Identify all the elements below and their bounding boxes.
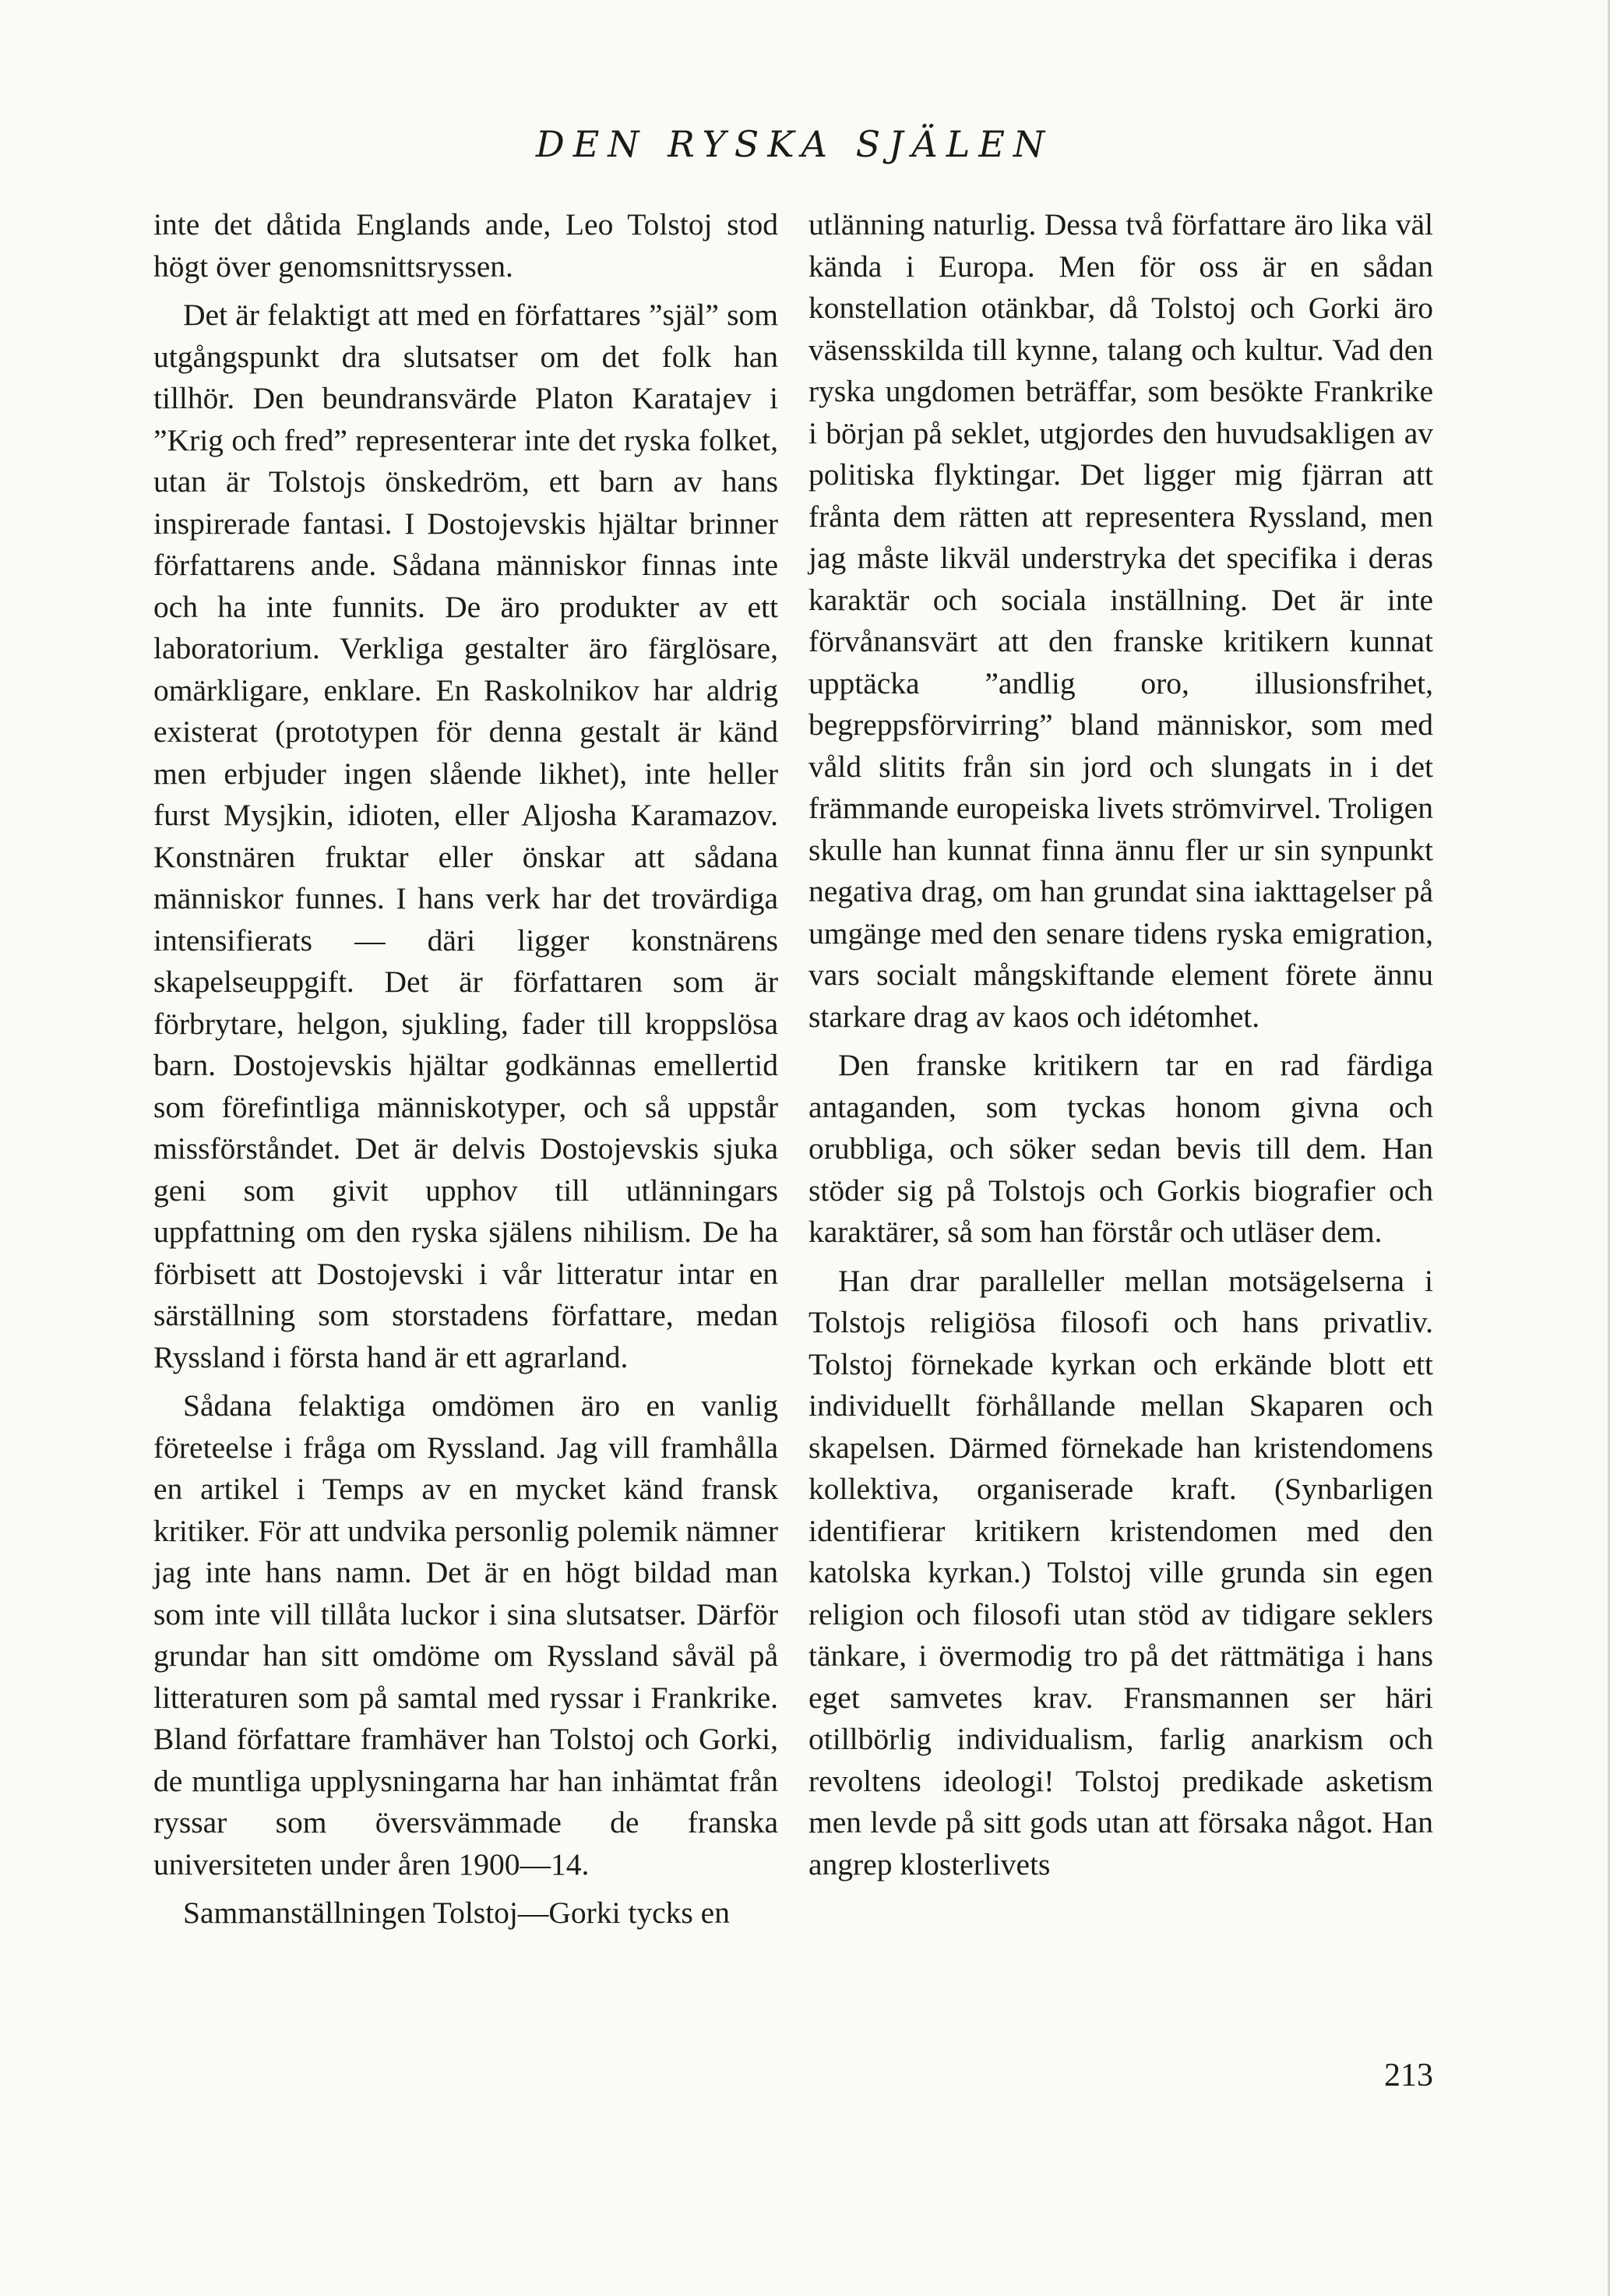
paragraph: Det är felaktigt att med en författares ”själ” som utgångspunkt dra slutsatser om det folk han tillhör. Den beundransvärde Platon Karatajev i ”Krig och fred” representerar inte det ryska folket, utan är Tolstojs önskedröm, ett barn av hans inspirerade fantasi. I Dostojevskis hjältar brinner författarens ande. Sådana människor finnas inte och ha inte funnits. De äro produkter av ett laboratorium. Verkliga gestalter äro färglösare, omärkligare, enklare. En Raskolnikov har aldrig existerat (prototypen för denna gestalt är känd men erbjuder ingen slående likhet), inte heller furst Mysjkin, idioten, eller Aljosha Karamazov. Konstnären fruktar eller önskar att sådana människor funnes. I hans verk har det trovärdiga intensifierats — däri ligger konstnärens skapelseuppgift. Det är författaren som är förbrytare, helgon, sjukling, fader till kroppslösa barn. Dostojevskis hjältar godkännas emellertid som förefintliga människotyper, och så uppstår missförståndet. Det är delvis Dostojevskis sjuka geni som givit upphov till utlänningars uppfattning om den ryska själens nihilism. De ha förbisett att Dostojevski i vår litteratur intar en särställning som storstadens författare, medan Ryssland i första hand är ett agrarland. [153, 298, 778, 1374]
right-column [809, 204, 1433, 1892]
running-head: DEN RYSKA SJÄLEN [535, 123, 1054, 165]
page-number: 213 [1384, 2058, 1433, 2093]
paragraph: Sådana felaktiga omdömen äro en vanlig företeelse i fråga om Ryssland. Jag vill framhålla en artikel i Temps av en mycket känd fransk kritiker. För att undvika personlig polemik nämner jag inte hans namn. Det är en högt bildad man som inte vill tillåta luckor i sina slutsatser. Därför grundar han sitt omdöme om Ryssland såväl på litteraturen som på samtal med ryssar i Frankrike. Bland författare framhäver han Tolstoj och Gorki, de muntliga upplysningarna har han inhämtat från ryssar som översvämmade de franska universiteten under åren 1900—14. [153, 1388, 778, 1882]
paragraph: inte det dåtida Englands ande, Leo Tolstoj stod högt över genomsnittsryssen. [153, 207, 778, 284]
paragraph: Han drar paralleller mellan motsägelserna i Tolstojs religiösa filosofi och hans privatliv. Tolstoj förnekade kyrkan och erkände blott ett individuellt förhållande mellan Skaparen och skapelsen. Därmed förnekade han kristendomens kollektiva, organiserade kraft. (Synbarligen identifierar kritikern kristendomen med den katolska kyrkan.) Tolstoj ville grunda sin egen religion och filosofi utan stöd av tidigare seklers tänkare, i övermodig tro på det rättmätiga i hans eget samvetes krav. Fransmannen ser häri otillbörlig individualism, farlig anarkism och revoltens ideologi! Tolstoj predikade asketism men levde på sitt gods utan att försaka något. Han angrep klosterlivets [809, 1263, 1433, 1882]
paragraph: Sammanställningen Tolstoj—Gorki tycks en [183, 1896, 730, 1930]
paragraph: utlänning naturlig. Dessa två författare äro lika väl kända i Europa. Men för oss är en sådan konstellation otänkbar, då Tolstoj och Gorki äro väsensskilda till kynne, talang och kultur. Vad den ryska ungdomen beträffar, som besökte Frankrike i början på seklet, utgjordes den huvudsakligen av politiska flyktingar. Det ligger mig fjärran att frånta dem rätten att representera Ryssland, men jag måste likväl understryka det specifika i deras karaktär och sociala inställning. Det är inte förvånansvärt att den franske kritikern kunnat upptäcka ”andlig oro, illusionsfrihet, begreppsförvirring” bland människor, som med våld slitits från sin jord och slungats in i det främmande europeiska livets strömvirvel. Troligen skulle han kunnat finna ännu fler ur sin synpunkt negativa drag, om han grundat sina iakttagelser på umgänge med den senare tidens ryska emigration, vars socialt mångskiftande element förete ännu starkare drag av kaos och idétomhet. [809, 207, 1433, 1034]
paragraph: Den franske kritikern tar en rad färdiga antaganden, som tyckas honom givna och orubbliga, och söker sedan bevis till dem. Han stöder sig på Tolstojs och Gorkis biografier och karaktärer, så som han förstår och utläser dem. [809, 1048, 1433, 1249]
left-column [153, 204, 778, 1942]
